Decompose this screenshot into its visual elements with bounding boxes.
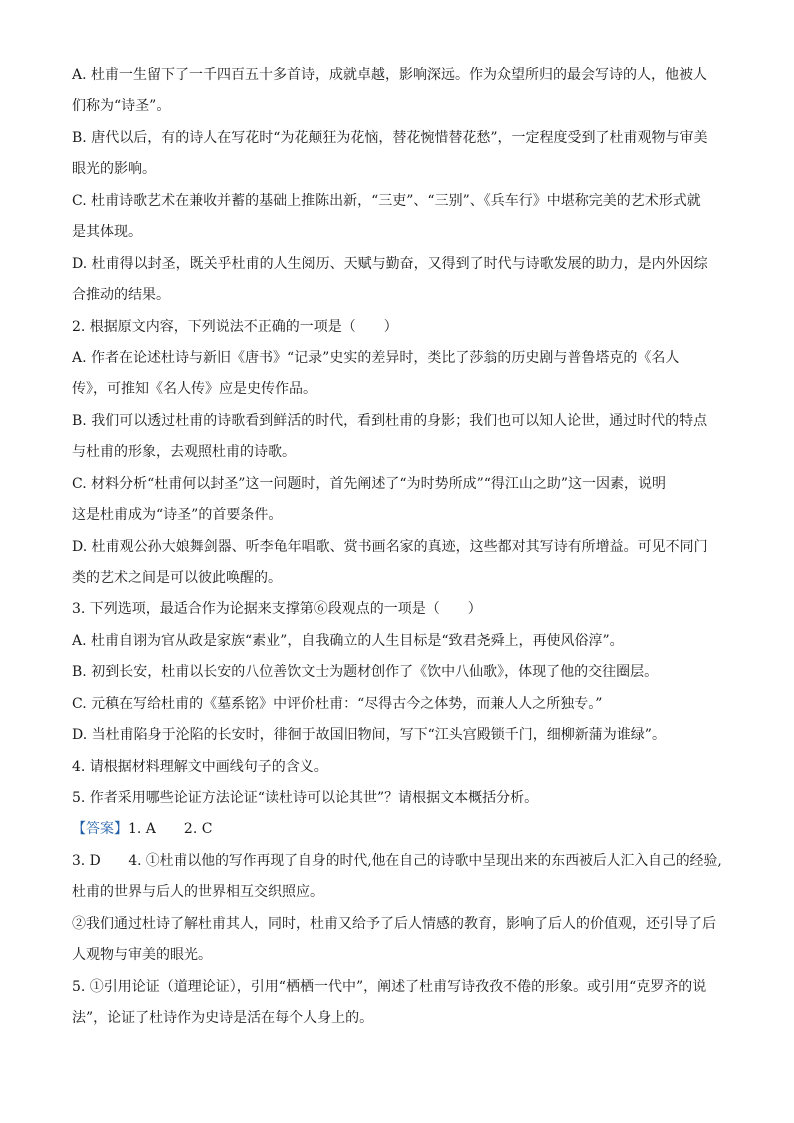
answer-4-line-1: 3. D 4. ①杜甫以他的写作再现了自身的时代,他在自己的诗歌中呈现出来的东西被后人汇入自己的经验, [72,853,722,869]
q3-option-a: A. 杜甫自诩为官从政是家族“素业”，自我确立的人生目标是“致君尧舜上，再使风俗淳”。 [72,633,624,649]
option-c-line-1: C. 杜甫诗歌艺术在兼收并蓄的基础上推陈出新，“三吏”、“三别”、《兵车行》中堪称完美的艺术形式就 [72,193,701,209]
answer-4-line-2: 杜甫的世界与后人的世界相互交织照应。 [72,884,324,900]
option-d-line-1: D. 杜甫得以封圣，既关乎杜甫的人生阅历、天赋与勤奋，又得到了时代与诗歌发展的助力，是内外因综 [72,256,708,272]
q3-option-d: D. 当杜甫陷身于沦陷的长安时，徘徊于故国旧物间，写下“江头宫殿锁千门，细柳新蒲为谁绿”。 [72,727,666,743]
question-3: 3. 下列选项，最适合作为论据来支撑第⑥段观点的一项是（ ） [72,601,482,617]
question-2: 2. 根据原文内容，下列说法不正确的一项是（ ） [72,319,398,335]
q2-option-a-line-1: A. 作者在论述杜诗与新旧《唐书》“记录”史实的差异时，类比了莎翁的历史剧与普鲁塔克的《名人 [72,350,680,366]
answer-4-line-4: 人观物与审美的眼光。 [72,947,212,963]
q2-option-c-line-1: C. 材料分析“杜甫何以封圣”这一问题时，首先阐述了“为时势所成”“得江山之助”这一因素，说明 [72,476,667,492]
q2-option-a-line-2: 传》，可推知《名人传》应是史传作品。 [72,381,317,397]
q2-option-d-line-2: 类的艺术之间是可以彼此唤醒的。 [72,570,282,586]
answer-text: 1. A 2. C [128,821,213,837]
option-c-line-2: 是其体现。 [72,224,142,240]
option-b-line-1: B. 唐代以后，有的诗人在写花时“为花颠狂为花恼，替花惋惜替花愁”，一定程度受到了杜甫观物与审美 [72,130,708,146]
q2-option-c-line-2: 这是杜甫成为“诗圣”的首要条件。 [72,507,283,523]
q2-option-b-line-2: 与杜甫的形象，去观照杜甫的诗歌。 [72,444,296,460]
q2-option-b-line-1: B. 我们可以透过杜甫的诗歌看到鲜活的时代，看到杜甫的身影；我们也可以知人论世，通过时代的特点 [72,413,708,429]
q3-option-b: B. 初到长安，杜甫以长安的八位善饮文士为题材创作了《饮中八仙歌》，体现了他的交往圈层。 [72,664,659,680]
answer-4-line-3: ②我们通过杜诗了解杜甫其人，同时，杜甫又给予了后人情感的教育，影响了后人的价值观，还引导了后 [72,916,716,932]
q2-option-d-line-1: D. 杜甫观公孙大娘舞剑器、听李龟年唱歌、赏书画名家的真迹，这些都对其写诗有所增益。可见不同门 [72,539,708,555]
option-d-line-2: 合推动的结果。 [72,287,170,303]
question-5: 5. 作者采用哪些论证方法论证“读杜诗可以论其世”？请根据文本概括分析。 [72,790,539,806]
answer-5-line-1: 5. ①引用论证（道理论证），引用“栖栖一代中”，阐述了杜甫写诗孜孜不倦的形象。或引用“克罗齐的说 [72,979,707,995]
option-b-line-2: 眼光的影响。 [72,161,156,177]
answer-5-line-2: 法”，论证了杜诗作为史诗是活在每个人身上的。 [72,1010,374,1026]
question-4: 4. 请根据材料理解文中画线句子的含义。 [72,759,328,775]
answer-label: 【答案】 [72,821,128,837]
q3-option-c: C. 元稹在写给杜甫的《墓系铭》中评价杜甫：“尽得古今之体势，而兼人人之所独专。” [72,696,603,712]
option-a-line-1: A. 杜甫一生留下了一千四百五十多首诗，成就卓越，影响深远。作为众望所归的最会写诗的人，他被人 [72,67,708,83]
option-a-line-2: 们称为“诗圣”。 [72,98,171,114]
answer-line [72,820,212,838]
